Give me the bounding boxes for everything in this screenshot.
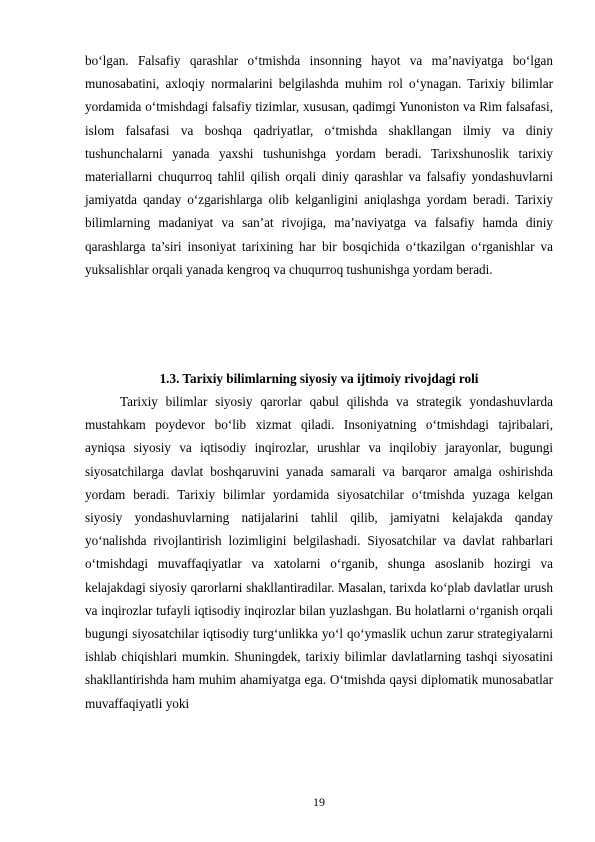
body-paragraph: bo‘lgan. Falsafiy qarashlar o‘tmishda insonning hayot va ma’naviyatga bo‘lgan munosabatini, axloqiy normalarini belgilashda muhim rol o‘ynagan. Tarixiy bilimlar yordamida o‘tmishdagi falsafiy tizimlar, xususan, qadimgi Yunoniston va Rim falsafasi, islom falsafasi va boshqa qadriyatlar, o‘tmishda shakllangan ilmiy va diniy tushunchalarni yanada yaxshi tushunishga yordam beradi. Tarixshunoslik tarixiy materiallarni chuqurroq tahlil qilish orqali diniy qarashlar va falsafiy yondashuvlarni jamiyatda qanday o‘zgarishlarga olib kelganligini aniqlashga yordam beradi. Tarixiy bilimlarning madaniyat va san’at rivojiga, ma’naviyatga va falsafiy hamda diniy qarashlarga ta’siri insoniyat tarixining har bir bosqichida o‘tkazilgan o‘rganishlar va yuksalishlar orqali yanada kengroq va chuqurroq tushunishga yordam beradi. [85,53,553,277]
page-number: 19 [313,795,325,809]
body-paragraph: Tarixiy bilimlar siyosiy qarorlar qabul qilishda va strategik yondashuvlarda mustahkam poydevor bo‘lib xizmat qiladi. Insoniyatning o‘tmishdagi tajribalari, ayniqsa siyosiy va iqtisodiy inqirozlar, urushlar va inqilobiy jarayonlar, bugungi siyosatchilarga davlat boshqaruvini yanada samarali va barqaror amalga oshirishda yordam beradi. Tarixiy bilimlar yordamida siyosatchilar o‘tmishda yuzaga kelgan siyosiy yondashuvlarning natijalarini tahlil qilib, jamiyatni kelajakda qanday yo‘nalishda rivojlantirish lozimligini belgilashadi. Siyosatchilar va davlat rahbarlari o‘tmishdagi muvaffaqiyatlar va xatolarni o‘rganib, shunga asoslanib hozirgi va kelajakdagi siyosiy qarorlarni shakllantiradilar. Masalan, tarixda ko‘plab davlatlar urush va inqirozlar tufayli iqtisodiy inqirozlar bilan yuzlashgan. Bu holatlarni o‘rganish orqali bugungi siyosatchilar iqtisodiy turg‘unlikka yo‘l qo‘ymaslik uchun zarur strategiyalarni ishlab chiqishlari mumkin. Shuningdek, tarixiy bilimlar davlatlarning tashqi siyosatini shakllantirishda ham muhim ahamiyatga ega. O‘tmishda qaysi diplomatik munosabatlar muvaffaqiyatli yoki [85,394,553,711]
section-heading: 1.3. Tarixiy bilimlarning siyosiy va ijtimoiy rivojdagi roli [159,371,479,386]
